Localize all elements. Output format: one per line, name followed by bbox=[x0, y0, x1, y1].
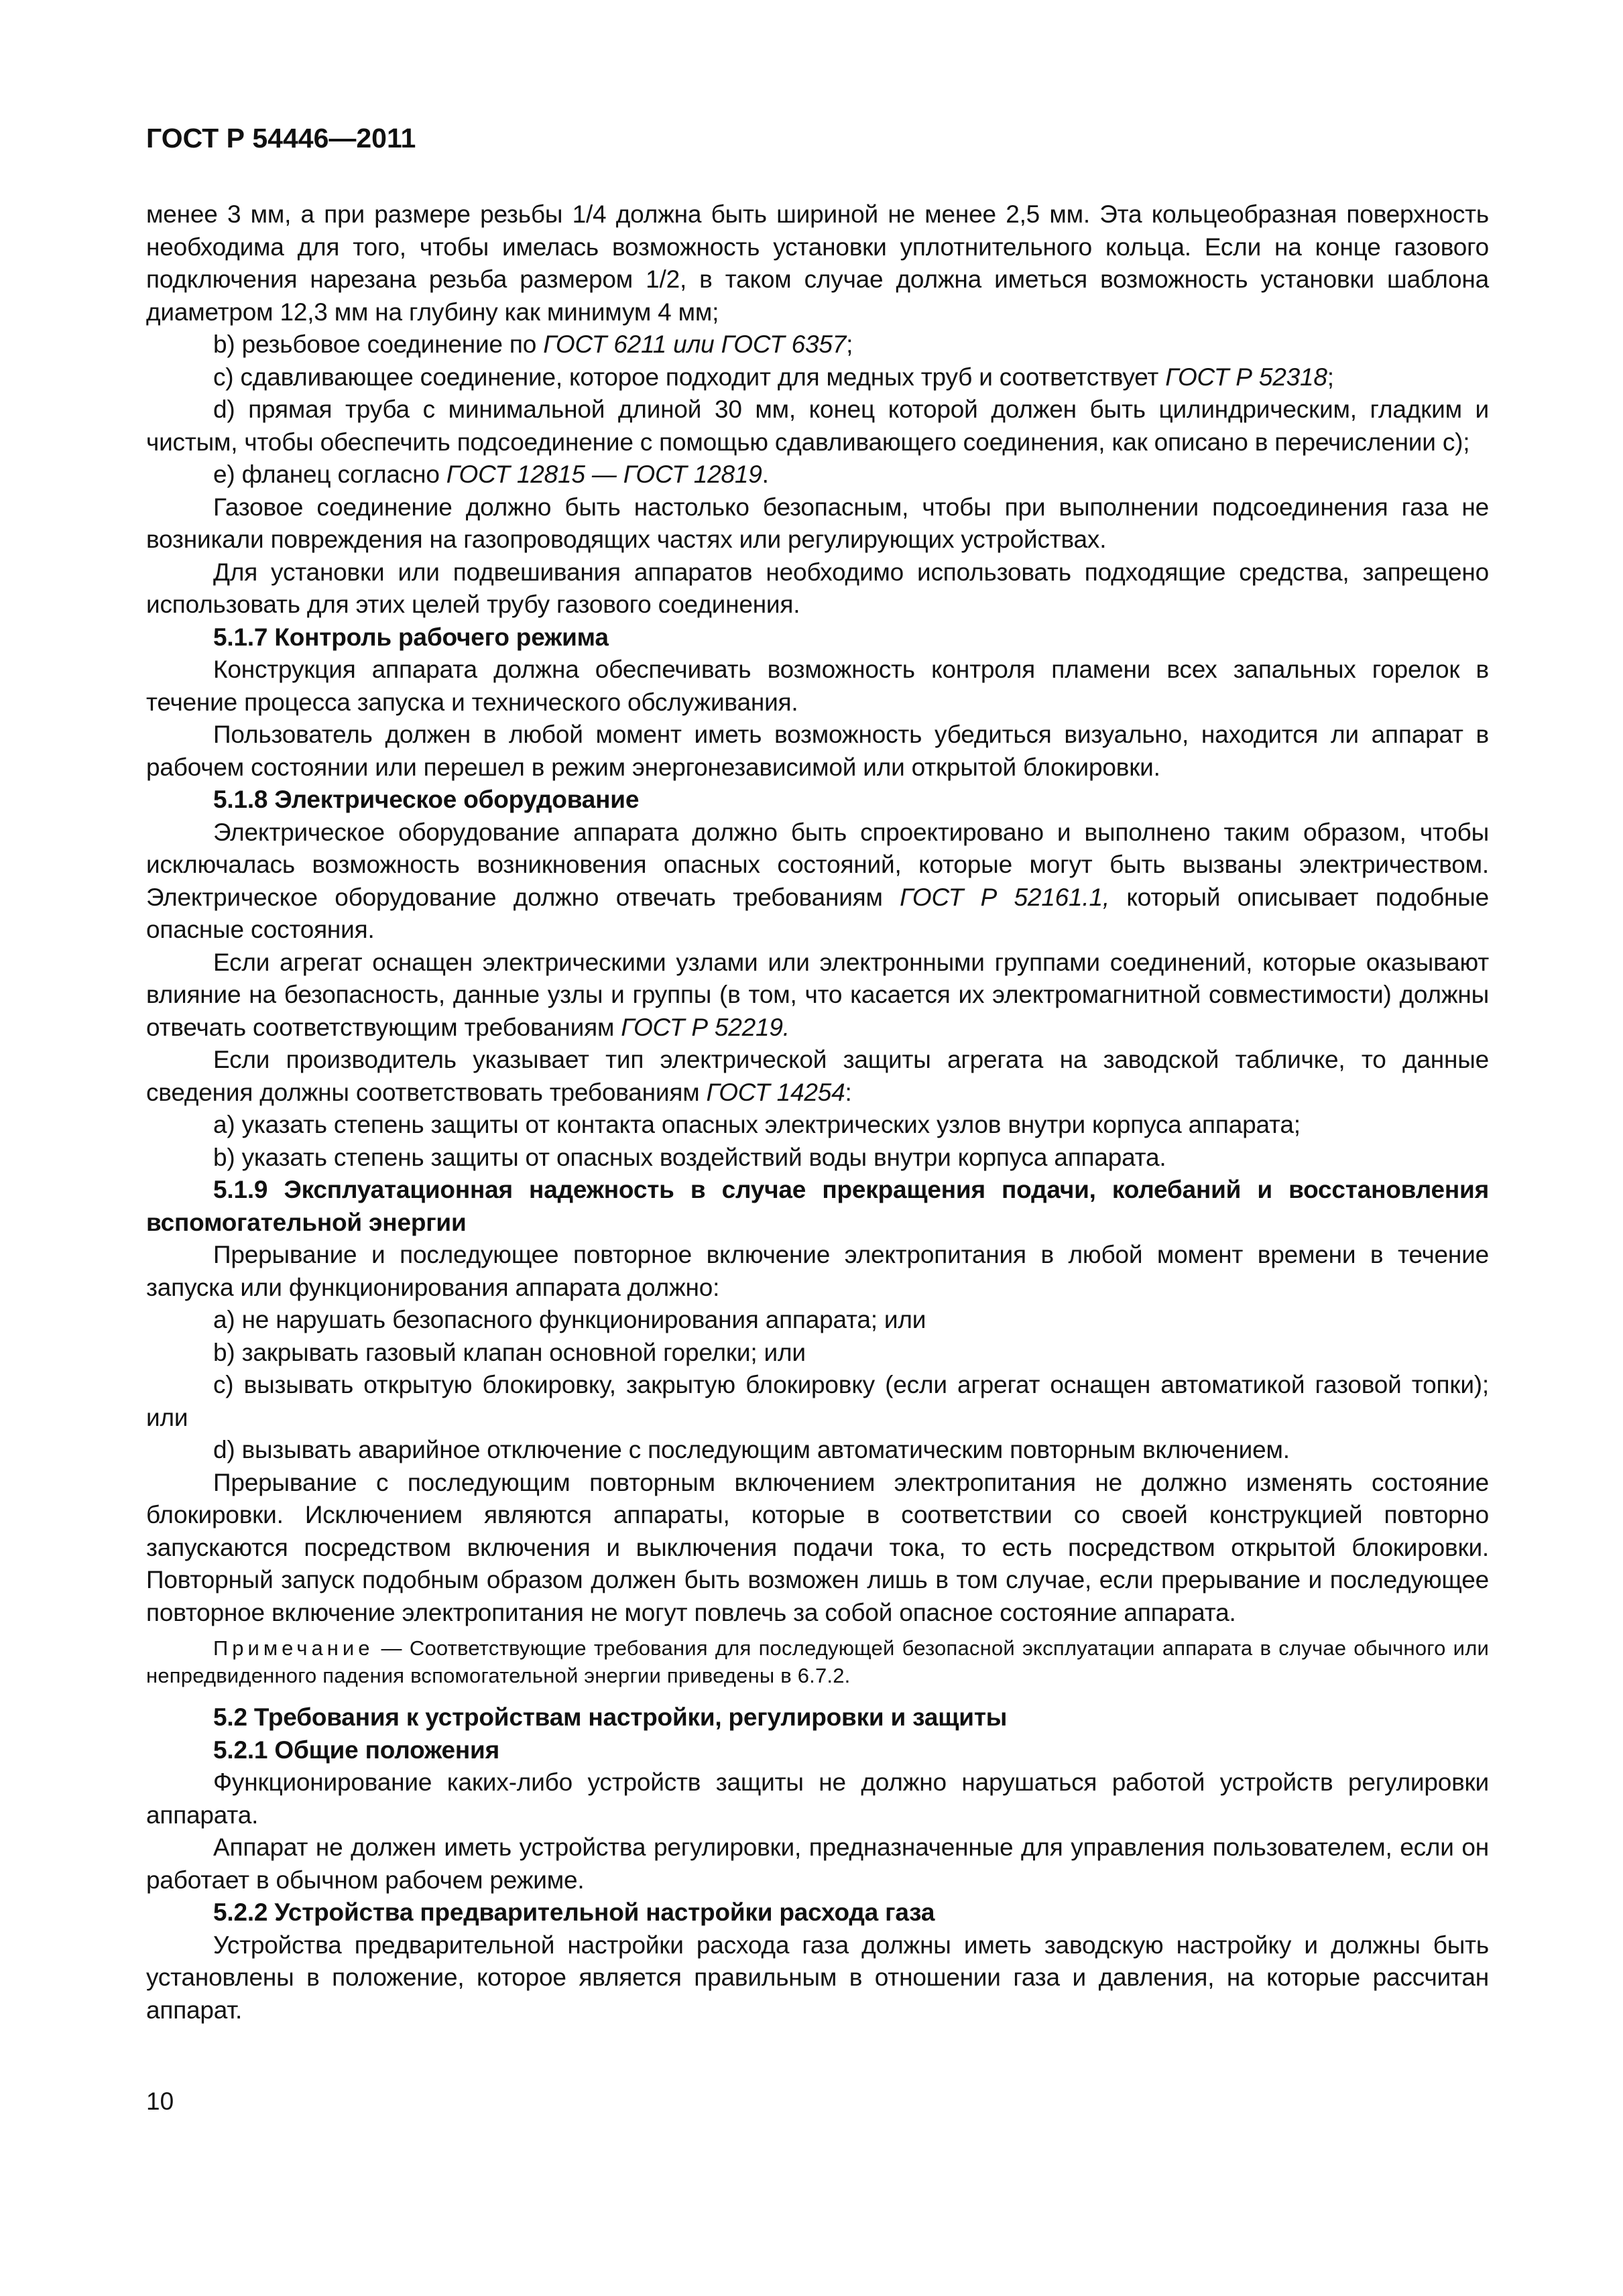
standard-reference: ГОСТ Р 52219. bbox=[621, 1013, 790, 1041]
paragraph bbox=[146, 817, 1489, 947]
section-heading-5-2-2: 5.2.2 Устройства предварительной настройки расхода газа bbox=[213, 1898, 935, 1926]
section-heading-5-1-8: 5.1.8 Электрическое оборудование bbox=[213, 786, 640, 813]
list-item-text: е) фланец согласно bbox=[213, 461, 446, 488]
paragraph bbox=[146, 947, 1489, 1044]
note-text: — Соответствующие требования для последующей безопасной эксплуатации аппарата в случае обычного или непредвиденного падения вспомогательной энергии приведены в 6.7.2. bbox=[146, 1636, 1489, 1687]
paragraph-continuation: менее 3 мм, а при размере резьбы 1/4 должна быть шириной не менее 2,5 мм. Эта кольцеобразная поверхность необходима для того, чтобы имелась возможность установки уплотнительного кольца. Если на конце газового подключения нарезана резьба размером 1/2, в таком случае должна иметься возможность установки шаблона диаметром 12,3 мм на глубину как минимум 4 мм; bbox=[146, 200, 1489, 326]
list-item-b bbox=[146, 328, 1489, 361]
paragraph bbox=[146, 1044, 1489, 1109]
section-heading-5-2: 5.2 Требования к устройствам настройки, регулировки и защиты bbox=[213, 1703, 1008, 1731]
note-label: Примечание bbox=[213, 1636, 374, 1660]
document-body bbox=[146, 198, 1489, 2027]
standard-reference: ГОСТ 12815 — ГОСТ 12819 bbox=[446, 461, 762, 488]
section-heading-5-1-9: 5.1.9 Эксплуатационная надежность в случае прекращения подачи, колебаний и восстановления вспомогательной энергии bbox=[146, 1176, 1489, 1236]
punctuation: ; bbox=[1327, 363, 1334, 391]
paragraph-text: Если производитель указывает тип электрической защиты агрегата на заводской табличке, то данные сведения должны соответствовать требованиям bbox=[146, 1046, 1489, 1106]
list-item-text: b) резьбовое соединение по bbox=[213, 330, 544, 358]
standard-reference: ГОСТ Р 52161.1, bbox=[900, 883, 1109, 911]
list-item-text: с) сдавливающее соединение, которое подходит для медных труб и соответствует bbox=[213, 363, 1166, 391]
paragraph: Устройства предварительной настройки расхода газа должны иметь заводскую настройку и должны быть установлены в положение, которое является правильным в отношении газа и давления, на которые рассчитан аппарат. bbox=[146, 1931, 1489, 2024]
paragraph: Прерывание и последующее повторное включение электропитания в любой момент времени в течение запуска или функционирования аппарата должно: bbox=[146, 1241, 1489, 1301]
punctuation: ; bbox=[846, 330, 853, 358]
list-item-e bbox=[146, 459, 1489, 491]
paragraph: Газовое соединение должно быть настолько безопасным, чтобы при выполнении подсоединения газа не возникали повреждения на газопроводящих частях или регулирующих устройствах. bbox=[146, 493, 1489, 553]
list-item-d: d) вызывать аварийное отключение с последующим автоматическим повторным включением. bbox=[213, 1436, 1290, 1463]
paragraph: Функционирование каких-либо устройств защиты не должно нарушаться работой устройств регулировки аппарата. bbox=[146, 1768, 1489, 1829]
punctuation: : bbox=[845, 1078, 852, 1106]
paragraph-text: Если агрегат оснащен электрическими узлами или электронными группами соединений, которые оказывают влияние на безопасность, данные узлы и группы (в том, что касается их электромагнитной совместимости) должны отвечать соответствующим требованиям bbox=[146, 948, 1489, 1041]
page-number: 10 bbox=[146, 2088, 174, 2115]
section-heading-5-1-7: 5.1.7 Контроль рабочего режима bbox=[213, 623, 609, 651]
paragraph: Конструкция аппарата должна обеспечивать возможность контроля пламени всех запальных горелок в течение процесса запуска и технического обслуживания. bbox=[146, 656, 1489, 716]
list-item-c bbox=[146, 361, 1489, 394]
list-item-d: d) прямая труба с минимальной длиной 30 мм, конец которой должен быть цилиндрическим, гладким и чистым, чтобы обеспечить подсоединение с помощью сдавливающего соединения, как описано в перечислении с); bbox=[146, 396, 1489, 456]
standard-reference: ГОСТ 14254 bbox=[706, 1078, 845, 1106]
section-heading-5-2-1: 5.2.1 Общие положения bbox=[213, 1736, 499, 1764]
list-item-a: а) указать степень защиты от контакта опасных электрических узлов внутри корпуса аппарата; bbox=[213, 1111, 1301, 1138]
paragraph-text-end: который описывает подобные опасные состояния. bbox=[146, 883, 1489, 943]
list-item-b: b) указать степень защиты от опасных воздействий воды внутри корпуса аппарата. bbox=[213, 1143, 1166, 1171]
paragraph: Для установки или подвешивания аппаратов необходимо использовать подходящие средства, запрещено использовать для этих целей трубу газового соединения. bbox=[146, 558, 1489, 618]
paragraph-text: Электрическое оборудование аппарата должно быть спроектировано и выполнено таким образом, чтобы исключалась возможность возникновения опасных состояний, которые могут быть вызваны электричеством. Электрическое оборудование должно отвечать требованиям bbox=[146, 818, 1489, 911]
paragraph: Аппарат не должен иметь устройства регулировки, предназначенные для управления пользователем, если он работает в обычном рабочем режиме. bbox=[146, 1833, 1489, 1894]
list-item-b: b) закрывать газовый клапан основной горелки; или bbox=[213, 1338, 806, 1366]
punctuation: . bbox=[762, 461, 769, 488]
document-header: ГОСТ Р 54446—2011 bbox=[146, 123, 416, 154]
paragraph: Пользователь должен в любой момент иметь возможность убедиться визуально, находится ли аппарат в рабочем состоянии или перешел в режим энергонезависимой или открытой блокировки. bbox=[146, 721, 1489, 781]
list-item-a: а) не нарушать безопасного функционирования аппарата; или bbox=[213, 1306, 926, 1333]
list-item-c: с) вызывать открытую блокировку, закрытую блокировку (если агрегат оснащен автоматикой газовой топки); или bbox=[146, 1371, 1489, 1431]
standard-reference: ГОСТ Р 52318 bbox=[1165, 363, 1327, 391]
paragraph: Прерывание с последующим повторным включением электропитания не должно изменять состояние блокировки. Исключением являются аппараты, которые в соответствии со своей конструкцией повторно запускаются посредством включения и выключения подачи тока, то есть посредством открытой блокировки. Повторный запуск подобным образом должен быть возможен лишь в том случае, если прерывание и последующее повторное включение электропитания не могут повлечь за собой опасное состояние аппарата. bbox=[146, 1468, 1489, 1626]
standard-reference: ГОСТ 6211 или ГОСТ 6357 bbox=[543, 330, 847, 358]
note bbox=[146, 1634, 1489, 1689]
